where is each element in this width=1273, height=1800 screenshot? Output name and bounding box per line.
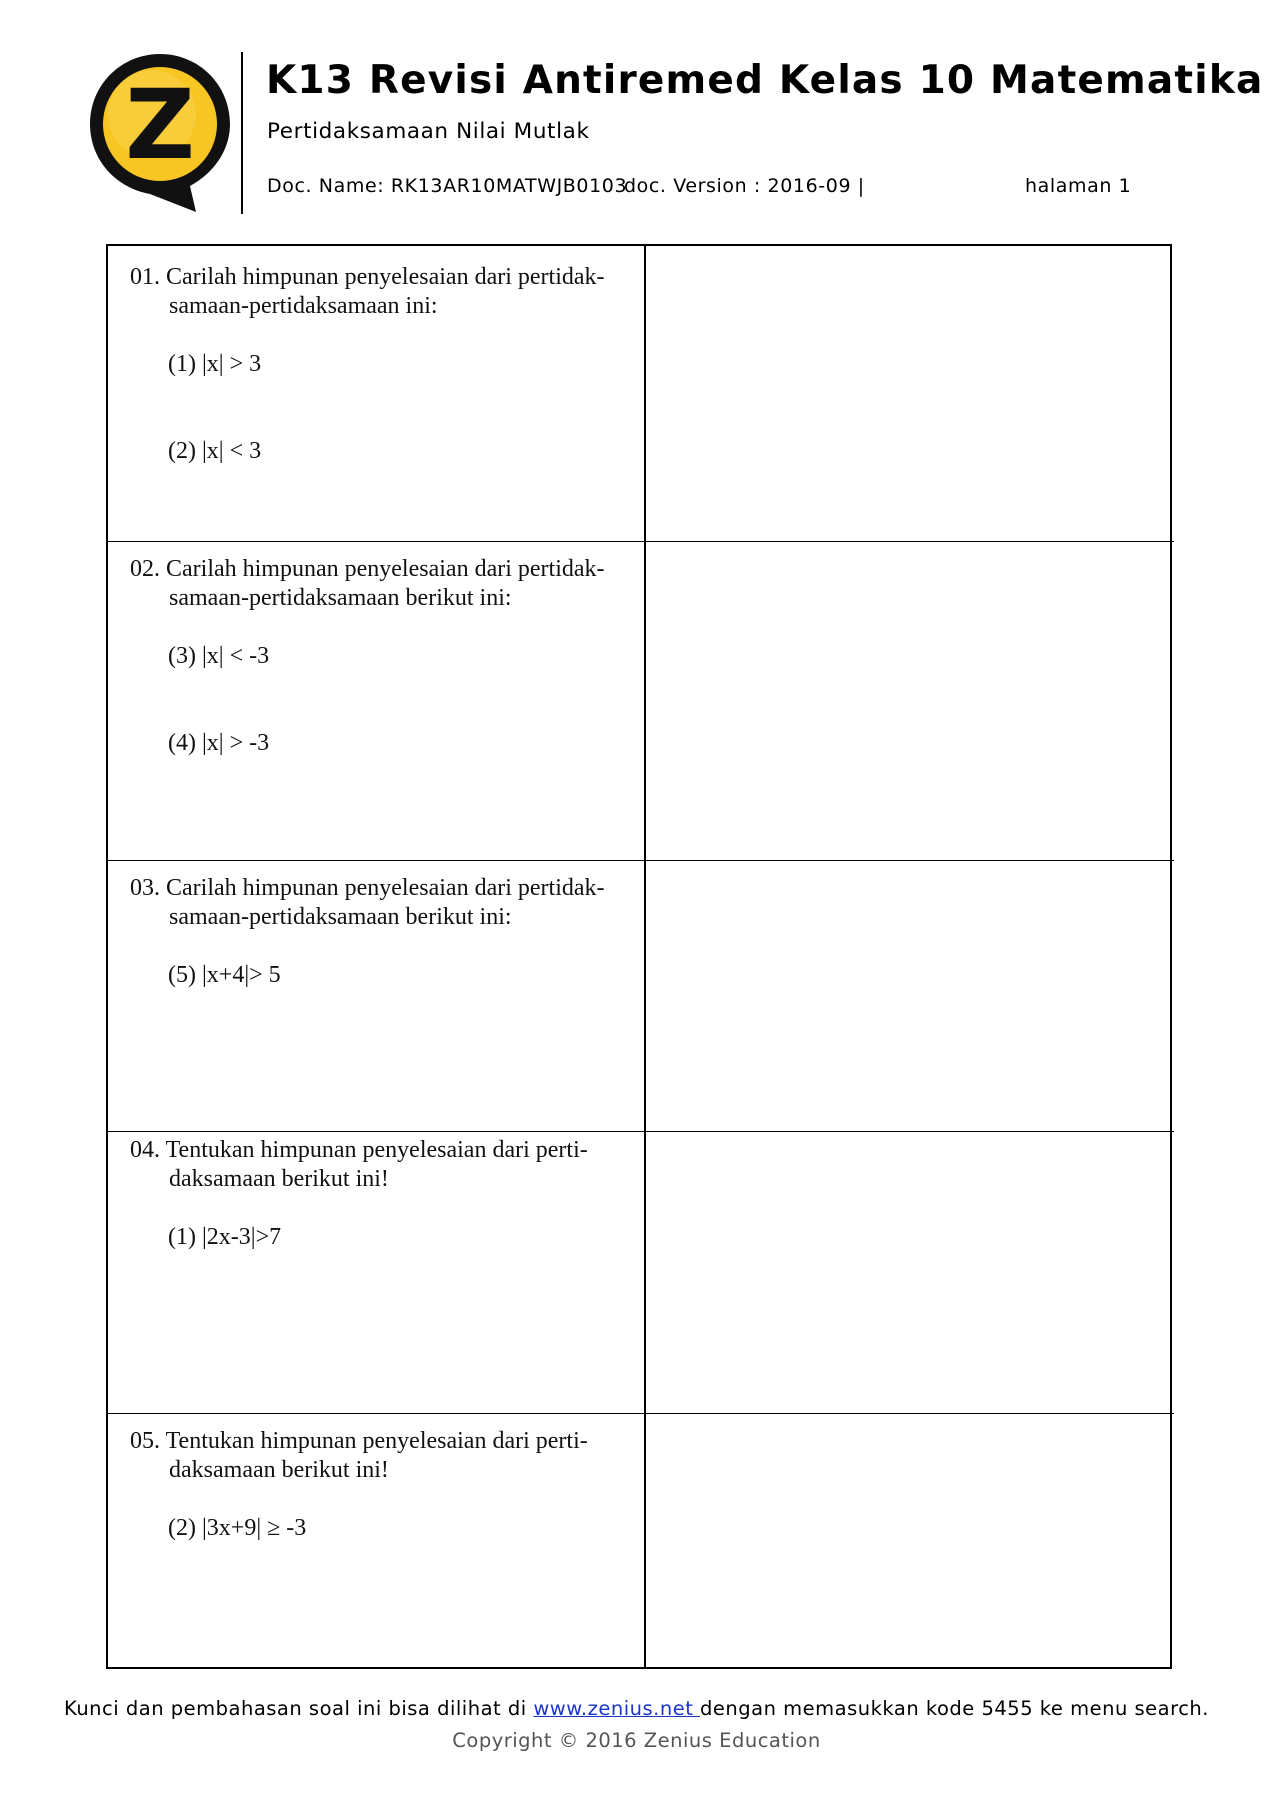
row-divider (108, 541, 1174, 542)
zenius-link[interactable]: www.zenius.net (533, 1697, 701, 1720)
question-table (106, 244, 1172, 1669)
question-4 (130, 1136, 630, 1194)
question-1-line-1: 01. Carilah himpunan penyelesaian dari pertidak- (130, 264, 605, 290)
question-3-line-2: samaan-pertidaksamaan berikut ini: (169, 904, 512, 930)
question-1-item-1: (1) |x| > 3 (168, 351, 262, 377)
question-5 (130, 1427, 630, 1485)
question-2-item-1: (3) |x| < -3 (168, 643, 270, 669)
column-divider (644, 246, 646, 1667)
zenius-logo (88, 52, 232, 214)
logo-letter: Z (125, 69, 195, 181)
footer-note-before: Kunci dan pembahasan soal ini bisa dilihat di (64, 1697, 534, 1720)
header-divider (241, 52, 243, 214)
question-3 (130, 874, 630, 932)
question-4-item-1: (1) |2x-3|>7 (168, 1224, 282, 1250)
row-divider (108, 1413, 1174, 1414)
question-5-line-1: 05. Tentukan himpunan penyelesaian dari perti- (130, 1428, 588, 1454)
footer-note (0, 1697, 1273, 1720)
question-4-line-1: 04. Tentukan himpunan penyelesaian dari perti- (130, 1137, 588, 1163)
question-2-item-2: (4) |x| > -3 (168, 730, 270, 756)
question-5-line-2: daksamaan berikut ini! (169, 1457, 389, 1483)
page-number: halaman 1 (1025, 175, 1132, 197)
row-divider (108, 860, 1174, 861)
copyright-text: Copyright © 2016 Zenius Education (452, 1729, 821, 1752)
question-2-line-1: 02. Carilah himpunan penyelesaian dari pertidak- (130, 556, 605, 582)
document-subtitle: Pertidaksamaan Nilai Mutlak (267, 119, 590, 144)
question-2 (130, 555, 630, 613)
question-2-line-2: samaan-pertidaksamaan berikut ini: (169, 585, 512, 611)
question-5-item-1: (2) |3x+9| ≥ -3 (168, 1515, 307, 1541)
doc-version: doc. Version : 2016-09 | (624, 175, 865, 197)
footer-note-after: dengan memasukkan kode 5455 ke menu search. (700, 1697, 1209, 1720)
question-1 (130, 263, 630, 321)
question-1-item-2: (2) |x| < 3 (168, 438, 262, 464)
question-3-item-1: (5) |x+4|> 5 (168, 962, 281, 988)
question-3-line-1: 03. Carilah himpunan penyelesaian dari pertidak- (130, 875, 605, 901)
question-1-line-2: samaan-pertidaksamaan ini: (169, 293, 438, 319)
question-4-line-2: daksamaan berikut ini! (169, 1166, 389, 1192)
document-title: K13 Revisi Antiremed Kelas 10 Matematika (266, 58, 1264, 103)
doc-name: Doc. Name: RK13AR10MATWJB0103 (267, 175, 628, 197)
row-divider (108, 1131, 1174, 1132)
